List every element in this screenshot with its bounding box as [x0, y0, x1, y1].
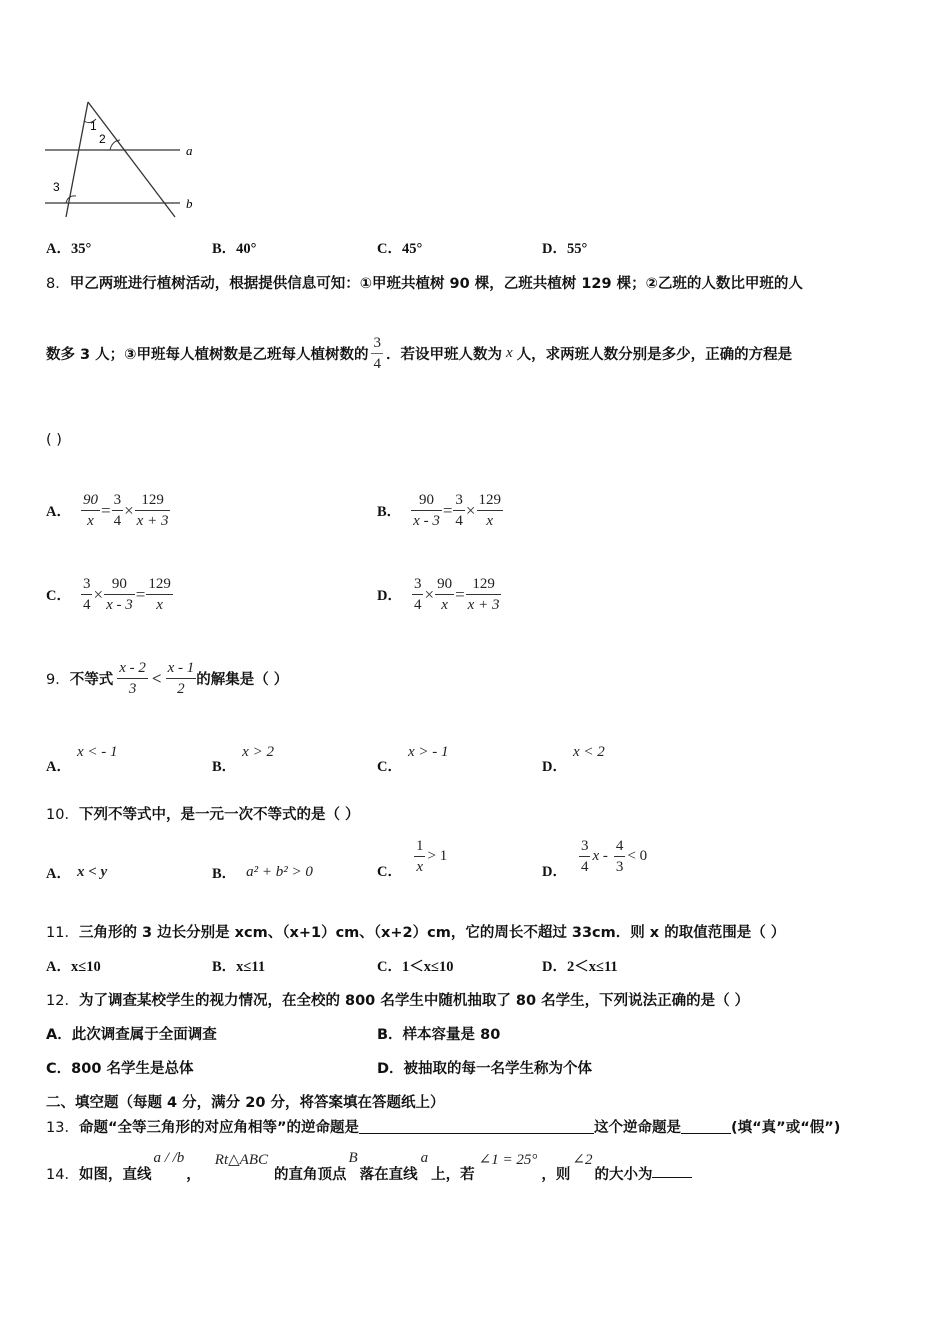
q14-answer-blank[interactable]: [652, 1163, 692, 1178]
q10-option-d[interactable]: D． $\frac{3}{4}$ x - $\frac{4}{3}$ < 0: [542, 838, 648, 880]
q10-option-b[interactable]: B． a² + b² > 0: [212, 864, 313, 882]
line-a-label: a: [186, 143, 193, 158]
q11-option-b[interactable]: B．x≤11: [212, 959, 266, 975]
q12-option-d[interactable]: D．被抽取的每一名学生称为个体: [377, 1061, 593, 1077]
q8-option-a[interactable]: A． $\frac{90}{x}$ = $\frac{3}{4}$ × $\frac{129}{x + 3}$: [46, 492, 169, 529]
q8-fraction-3-4: $\frac{3}{4}$: [373, 335, 381, 372]
q11-option-d[interactable]: D．2＜x≤11: [542, 959, 618, 975]
q10-stem: 10．下列不等式中，是一元一次不等式的是（ ）: [46, 807, 360, 823]
q9-stem: 9． 不等式 $\frac{x - 2}{3}$ < $\frac{x - 1}{2}$ 的解集是（ ）: [46, 660, 289, 697]
q13-answer-blank-2[interactable]: [681, 1119, 731, 1134]
q14-stem: 14． 如图，直线 a / /b ， Rt△ABC 的直角顶点 B 落在直线 a 上，若 ∠1 = 25° ，则 ∠2 的大小为: [46, 1150, 692, 1184]
q7-option-c[interactable]: C．45°: [377, 241, 423, 257]
q7-option-d[interactable]: D．55°: [542, 241, 588, 257]
q8-stem-line2: 数多 3 人；③甲班每人植树数是乙班每人植树数的 $\frac{3}{4}$ ．若设甲班人数为 x 人，求两班人数分别是多少，正确的方程是: [46, 335, 793, 372]
angle3-label: 3: [53, 180, 60, 194]
q10-option-c[interactable]: C． $\frac{1}{x}$ > 1: [377, 838, 448, 880]
q10-option-a[interactable]: A． x < y: [46, 864, 108, 882]
q9-option-c[interactable]: C．x > - 1: [377, 744, 449, 775]
transversal-left: [66, 102, 88, 217]
q8-option-d[interactable]: D． $\frac{3}{4}$ × $\frac{90}{x}$ = $\frac{129}{x + 3}$: [377, 576, 500, 613]
angle3-arc: [66, 196, 76, 203]
q13-answer-blank-1[interactable]: [359, 1119, 594, 1134]
line-b-label: b: [186, 196, 193, 211]
q11-option-a[interactable]: A．x≤10: [46, 959, 101, 975]
q7-option-a[interactable]: A．35°: [46, 241, 92, 257]
parallel-lines-figure: [40, 95, 210, 225]
q9-option-d[interactable]: D．x < 2: [542, 744, 605, 775]
q8-option-b[interactable]: B． $\frac{90}{x - 3}$ = $\frac{3}{4}$ × $\frac{129}{x}$: [377, 492, 502, 529]
q9-option-a[interactable]: A．x < - 1: [46, 744, 118, 775]
q8-option-c[interactable]: C． $\frac{3}{4}$ × $\frac{90}{x - 3}$ = $\frac{129}{x}$: [46, 576, 171, 613]
transversal-right: [88, 102, 175, 217]
q9-option-b[interactable]: B．x > 2: [212, 744, 274, 775]
q12-option-a[interactable]: A．此次调查属于全面调查: [46, 1027, 217, 1043]
q11-option-c[interactable]: C．1＜x≤10: [377, 959, 454, 975]
q12-option-b[interactable]: B．样本容量是 80: [377, 1027, 501, 1043]
angle1-label: 1: [90, 119, 97, 133]
angle2-label: 2: [99, 132, 106, 146]
q8-answer-paren: ( ): [46, 432, 62, 448]
q12-option-c[interactable]: C．800 名学生是总体: [46, 1061, 194, 1077]
section-title-fill-in: 二、填空题（每题 4 分，满分 20 分，将答案填在答题纸上）: [46, 1095, 445, 1111]
q8-stem-line1: 8．甲乙两班进行植树活动，根据提供信息可知：①甲班共植树 90 棵，乙班共植树 129 棵；②乙班的人数比甲班的人: [46, 276, 803, 292]
q12-stem: 12．为了调查某校学生的视力情况，在全校的 800 名学生中随机抽取了 80 名学生，下列说法正确的是（ ）: [46, 993, 750, 1009]
q13-stem: 13． 命题“全等三角形的对应角相等”的逆命题是 这个逆命题是 (填“真”或“假”): [46, 1120, 841, 1136]
q7-option-b[interactable]: B．40°: [212, 241, 257, 257]
q11-stem: 11．三角形的 3 边长分别是 xcm、（x+1）cm、（x+2）cm，它的周长不超过 33cm．则 x 的取值范围是（ ）: [46, 925, 786, 941]
